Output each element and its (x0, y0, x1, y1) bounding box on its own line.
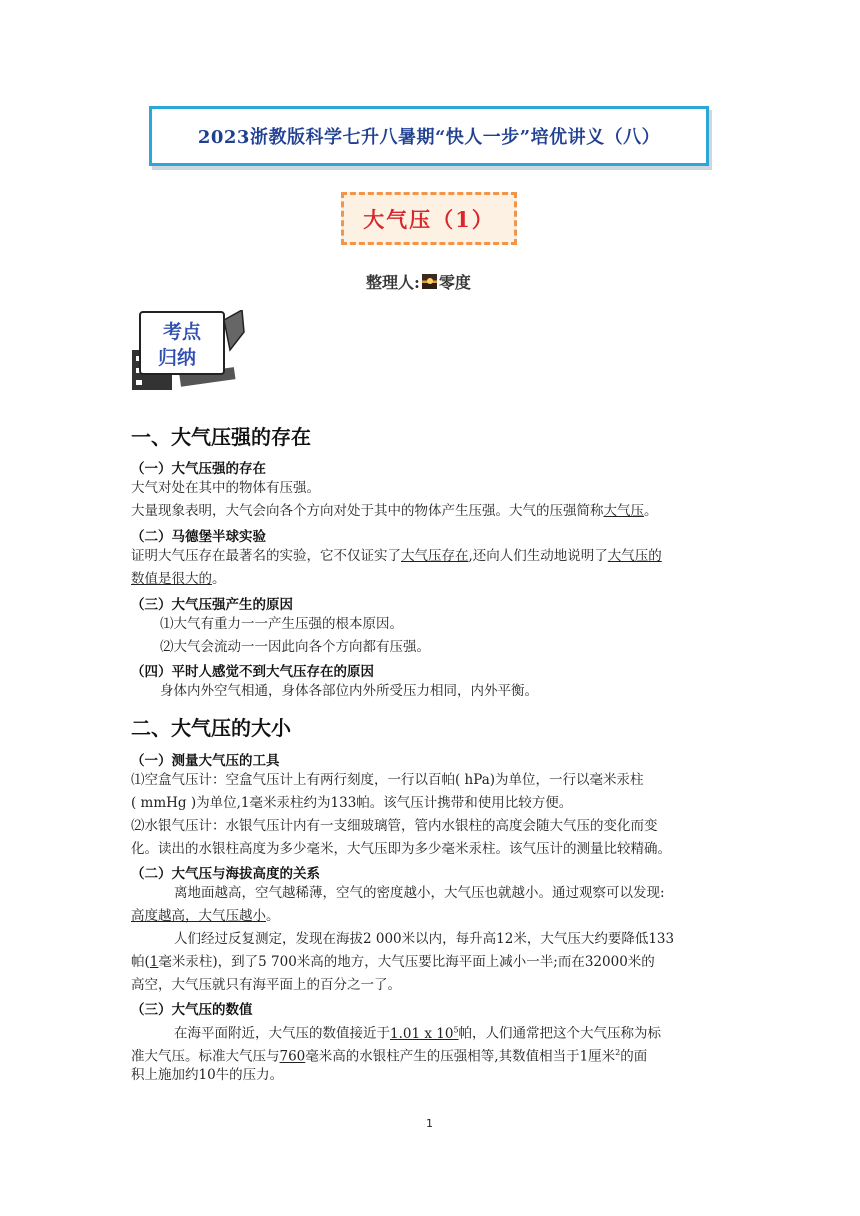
underline-answer: 1.01 x $10^5$ (390, 1025, 459, 1042)
underline-answer: 高度越高，大气压越小 (131, 908, 266, 924)
author-line (366, 270, 471, 293)
s2-paragraph-6: 准大气压。标准大气压与760毫米高的水银柱产生的压强相等,其数值相当于1厘米$^2$的面 (131, 1048, 648, 1065)
underline-answer: 大气压 (603, 503, 644, 519)
s2-paragraph-4b: 帕(1毫米汞柱)，到了5 700米高的地方，大气压要比海平面上减小一半;而在32000米的 (131, 954, 655, 970)
underline-answer: 760 (279, 1048, 306, 1065)
s2-paragraph-4a: 人们经过反复测定，发现在海拔2 000米以内，每升高12米，大气压大约要降低133 (174, 931, 675, 947)
s1-paragraph-4: ⑴大气有重力一一产生压强的根本原因。 (160, 616, 403, 632)
lesson-title: 大气压（1） (363, 206, 495, 232)
document-title-box (149, 106, 709, 166)
section-1-title: 一、大气压强的存在 (131, 425, 311, 449)
s2-paragraph-4c: 高空，大气压就只有海平面上的百分之一了。 (131, 977, 401, 993)
s1-paragraph-5: ⑵大气会流动一一因此向各个方向都有压强。 (160, 639, 430, 655)
s2-paragraph-3b: 高度越高，大气压越小。 (131, 908, 280, 924)
s1-paragraph-1: 大气对处在其中的物体有压强。 (131, 480, 320, 496)
s2-heading-3: （三）大气压的数值 (131, 1002, 253, 1018)
s1-heading-3: （三）大气压强产生的原因 (131, 597, 293, 613)
key-points-badge (130, 310, 245, 390)
document-title: 2023浙教版科学七升八暑期“快人一步”培优讲义（八） (197, 127, 661, 148)
underline-answer: 数值是很大的 (131, 571, 212, 587)
s1-heading-1: （一）大气压强的存在 (131, 461, 266, 477)
author-label: 整理人: (366, 273, 420, 292)
s2-paragraph-2a: ⑵水银气压计：水银气压计内有一支细玻璃管，管内水银柱的高度会随大气压的变化而变 (131, 818, 658, 834)
s1-paragraph-6: 身体内外空气相通，身体各部位内外所受压力相同，内外平衡。 (160, 683, 538, 699)
underline-answer: 1 (149, 954, 159, 970)
s2-paragraph-7: 积上施加约10牛的压力。 (131, 1067, 284, 1083)
author-name: 零度 (438, 273, 471, 292)
pencil-icon (224, 310, 244, 350)
s2-paragraph-1b: ( mmHg )为单位,1毫米汞柱约为133帕。该气压计携带和使用比较方便。 (131, 795, 573, 811)
underline-answer: 大气压存在 (401, 548, 469, 564)
s2-paragraph-5: 在海平面附近，大气压的数值接近于1.01 x $10^5$帕，人们通常把这个大气压称为标 (174, 1025, 662, 1042)
s2-paragraph-1a: ⑴空盒气压计：空盒气压计上有两行刻度，一行以百帕( hPa)为单位，一行以毫米汞柱 (131, 772, 644, 788)
badge-line-1: 考点 (162, 321, 202, 343)
section-2-title: 二、大气压的大小 (131, 716, 291, 740)
badge-line-2: 归纳 (157, 347, 197, 369)
s2-paragraph-3a: 离地面越高，空气越稀薄，空气的密度越小，大气压也就越小。通过观察可以发现: (174, 885, 665, 901)
sunset-icon (422, 274, 437, 289)
s1-heading-2: （二）马德堡半球实验 (131, 529, 266, 545)
s2-paragraph-2b: 化。读出的水银柱高度为多少毫米，大气压即为多少毫米汞柱。该气压计的测量比较精确。 (131, 841, 671, 857)
underline-answer: 大气压的 (607, 548, 662, 564)
page-number: 1 (426, 1117, 433, 1130)
s1-paragraph-2: 大量现象表明，大气会向各个方向对处于其中的物体产生压强。大气的压强简称大气压。 (131, 503, 658, 519)
s1-heading-4: （四）平时人感觉不到大气压存在的原因 (131, 664, 374, 680)
s1-paragraph-3: 证明大气压存在最著名的实验，它不仅证实了大气压存在,还向人们生动地说明了大气压的 数值是很大的。 (131, 548, 662, 587)
s2-heading-2: （二）大气压与海拔高度的关系 (131, 866, 320, 882)
s2-heading-1: （一）测量大气压的工具 (131, 753, 280, 769)
lesson-title-box (341, 192, 517, 245)
